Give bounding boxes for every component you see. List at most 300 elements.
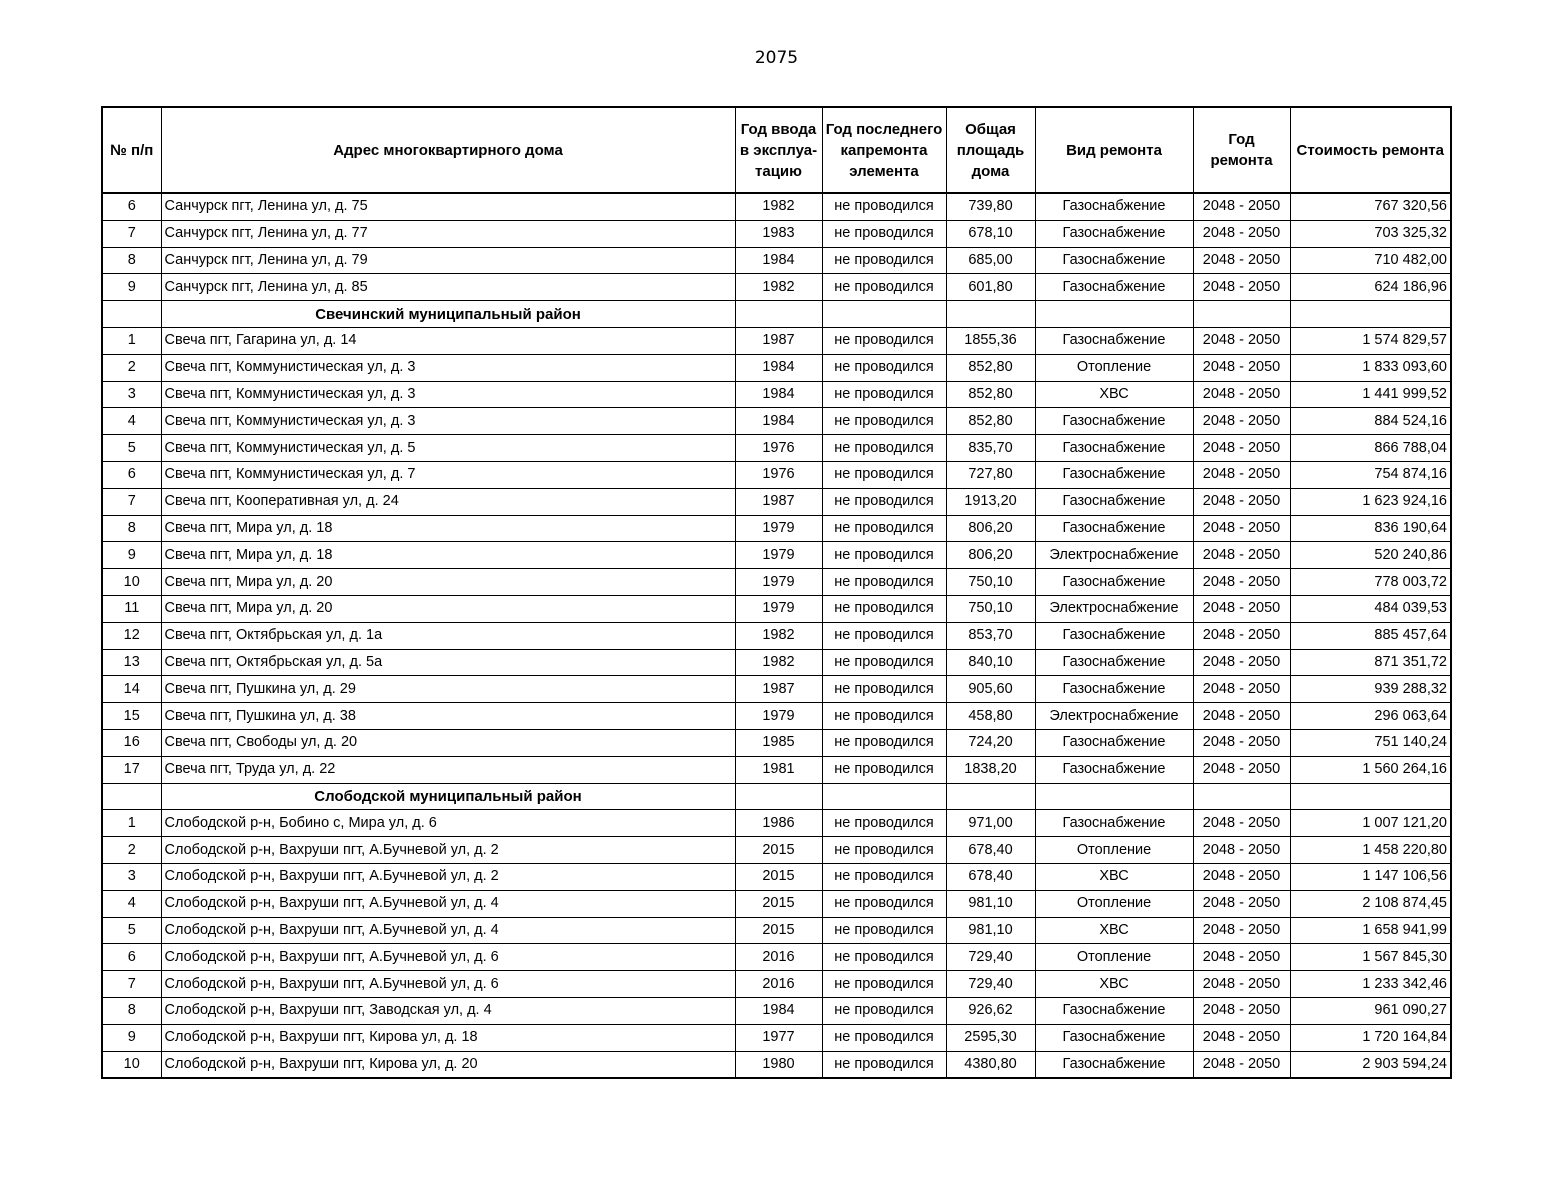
row-year-built: 2016 bbox=[735, 944, 822, 971]
row-address: Слободской р-н, Вахруши пгт, А.Бучневой ул, д. 4 bbox=[161, 917, 735, 944]
header-cost: Стоимость ремонта bbox=[1290, 107, 1451, 193]
row-last-repair: не проводился bbox=[822, 193, 946, 220]
row-area: 852,80 bbox=[946, 381, 1035, 408]
row-repair-type: ХВС bbox=[1035, 917, 1193, 944]
row-year-built: 1984 bbox=[735, 381, 822, 408]
row-address: Слободской р-н, Вахруши пгт, А.Бучневой ул, д. 4 bbox=[161, 890, 735, 917]
row-year-built: 2015 bbox=[735, 917, 822, 944]
row-address: Свеча пгт, Коммунистическая ул, д. 3 bbox=[161, 408, 735, 435]
table-row bbox=[102, 971, 1451, 998]
row-repair-year: 2048 - 2050 bbox=[1193, 676, 1290, 703]
row-area: 750,10 bbox=[946, 595, 1035, 622]
table-row bbox=[102, 890, 1451, 917]
row-area: 835,70 bbox=[946, 435, 1035, 462]
row-address: Свеча пгт, Труда ул, д. 22 bbox=[161, 756, 735, 783]
row-address: Свеча пгт, Коммунистическая ул, д. 3 bbox=[161, 381, 735, 408]
row-repair-type: Газоснабжение bbox=[1035, 997, 1193, 1024]
row-num: 8 bbox=[102, 247, 161, 274]
row-year-built: 1979 bbox=[735, 595, 822, 622]
row-num: 3 bbox=[102, 863, 161, 890]
row-last-repair: не проводился bbox=[822, 1051, 946, 1078]
row-last-repair: не проводился bbox=[822, 274, 946, 301]
row-cost: 1 720 164,84 bbox=[1290, 1024, 1451, 1051]
row-num: 7 bbox=[102, 220, 161, 247]
row-cost: 885 457,64 bbox=[1290, 622, 1451, 649]
row-address: Слободской р-н, Вахруши пгт, А.Бучневой ул, д. 6 bbox=[161, 944, 735, 971]
row-area: 729,40 bbox=[946, 971, 1035, 998]
row-repair-type: Газоснабжение bbox=[1035, 1051, 1193, 1078]
row-last-repair: не проводился bbox=[822, 435, 946, 462]
row-year-built: 1979 bbox=[735, 515, 822, 542]
row-cost: 1 458 220,80 bbox=[1290, 837, 1451, 864]
row-num: 15 bbox=[102, 703, 161, 730]
row-cost: 1 007 121,20 bbox=[1290, 810, 1451, 837]
row-repair-year: 2048 - 2050 bbox=[1193, 649, 1290, 676]
row-area: 840,10 bbox=[946, 649, 1035, 676]
row-cost: 1 833 093,60 bbox=[1290, 354, 1451, 381]
row-last-repair: не проводился bbox=[822, 917, 946, 944]
section-empty-cell bbox=[1290, 301, 1451, 328]
table-row bbox=[102, 515, 1451, 542]
row-year-built: 1987 bbox=[735, 327, 822, 354]
row-num: 10 bbox=[102, 1051, 161, 1078]
section-empty-cell bbox=[822, 301, 946, 328]
row-area: 981,10 bbox=[946, 917, 1035, 944]
row-last-repair: не проводился bbox=[822, 247, 946, 274]
row-last-repair: не проводился bbox=[822, 1024, 946, 1051]
row-year-built: 1982 bbox=[735, 622, 822, 649]
row-num: 10 bbox=[102, 569, 161, 596]
header-year-built: Год ввода в эксплуа-тацию bbox=[735, 107, 822, 193]
row-last-repair: не проводился bbox=[822, 220, 946, 247]
row-repair-year: 2048 - 2050 bbox=[1193, 274, 1290, 301]
row-address: Свеча пгт, Октябрьская ул, д. 5а bbox=[161, 649, 735, 676]
row-area: 806,20 bbox=[946, 542, 1035, 569]
row-area: 678,40 bbox=[946, 837, 1035, 864]
header-last-repair: Год последнего капремонта элемента bbox=[822, 107, 946, 193]
row-num: 4 bbox=[102, 890, 161, 917]
row-year-built: 1984 bbox=[735, 354, 822, 381]
table-row bbox=[102, 354, 1451, 381]
row-address: Свеча пгт, Пушкина ул, д. 38 bbox=[161, 703, 735, 730]
row-address: Свеча пгт, Мира ул, д. 20 bbox=[161, 595, 735, 622]
row-repair-type: Газоснабжение bbox=[1035, 515, 1193, 542]
row-repair-type: Газоснабжение bbox=[1035, 274, 1193, 301]
row-area: 4380,80 bbox=[946, 1051, 1035, 1078]
row-cost: 1 560 264,16 bbox=[1290, 756, 1451, 783]
row-repair-type: ХВС bbox=[1035, 381, 1193, 408]
row-repair-year: 2048 - 2050 bbox=[1193, 810, 1290, 837]
row-repair-type: Газоснабжение bbox=[1035, 676, 1193, 703]
table-row bbox=[102, 997, 1451, 1024]
row-cost: 836 190,64 bbox=[1290, 515, 1451, 542]
row-num: 2 bbox=[102, 837, 161, 864]
row-repair-year: 2048 - 2050 bbox=[1193, 488, 1290, 515]
row-repair-type: Газоснабжение bbox=[1035, 1024, 1193, 1051]
table-row bbox=[102, 810, 1451, 837]
row-area: 458,80 bbox=[946, 703, 1035, 730]
row-year-built: 2016 bbox=[735, 971, 822, 998]
row-cost: 520 240,86 bbox=[1290, 542, 1451, 569]
table-row bbox=[102, 676, 1451, 703]
row-cost: 866 788,04 bbox=[1290, 435, 1451, 462]
table-row bbox=[102, 381, 1451, 408]
row-repair-type: Газоснабжение bbox=[1035, 810, 1193, 837]
row-num: 17 bbox=[102, 756, 161, 783]
row-last-repair: не проводился bbox=[822, 595, 946, 622]
row-address: Свеча пгт, Мира ул, д. 20 bbox=[161, 569, 735, 596]
row-num: 9 bbox=[102, 542, 161, 569]
row-repair-type: Газоснабжение bbox=[1035, 649, 1193, 676]
row-last-repair: не проводился bbox=[822, 515, 946, 542]
row-num: 6 bbox=[102, 461, 161, 488]
row-area: 727,80 bbox=[946, 461, 1035, 488]
row-address: Санчурск пгт, Ленина ул, д. 77 bbox=[161, 220, 735, 247]
row-address: Свеча пгт, Мира ул, д. 18 bbox=[161, 515, 735, 542]
row-last-repair: не проводился bbox=[822, 837, 946, 864]
row-repair-year: 2048 - 2050 bbox=[1193, 595, 1290, 622]
row-repair-year: 2048 - 2050 bbox=[1193, 381, 1290, 408]
table-header-row bbox=[102, 107, 1451, 193]
table-row bbox=[102, 622, 1451, 649]
row-year-built: 1979 bbox=[735, 703, 822, 730]
table-row bbox=[102, 461, 1451, 488]
row-year-built: 1980 bbox=[735, 1051, 822, 1078]
row-year-built: 1984 bbox=[735, 247, 822, 274]
row-last-repair: не проводился bbox=[822, 622, 946, 649]
section-empty-cell bbox=[1035, 301, 1193, 328]
table-row bbox=[102, 649, 1451, 676]
table-row bbox=[102, 944, 1451, 971]
row-num: 1 bbox=[102, 810, 161, 837]
row-num: 3 bbox=[102, 381, 161, 408]
row-repair-year: 2048 - 2050 bbox=[1193, 1024, 1290, 1051]
table-row bbox=[102, 703, 1451, 730]
row-area: 905,60 bbox=[946, 676, 1035, 703]
row-area: 806,20 bbox=[946, 515, 1035, 542]
row-area: 981,10 bbox=[946, 890, 1035, 917]
row-repair-type: Отопление bbox=[1035, 890, 1193, 917]
table-row bbox=[102, 435, 1451, 462]
row-year-built: 1982 bbox=[735, 274, 822, 301]
table-body bbox=[102, 193, 1451, 1078]
row-area: 1838,20 bbox=[946, 756, 1035, 783]
row-last-repair: не проводился bbox=[822, 542, 946, 569]
row-last-repair: не проводился bbox=[822, 488, 946, 515]
row-address: Свеча пгт, Коммунистическая ул, д. 7 bbox=[161, 461, 735, 488]
row-num: 2 bbox=[102, 354, 161, 381]
row-area: 1855,36 bbox=[946, 327, 1035, 354]
row-cost: 2 108 874,45 bbox=[1290, 890, 1451, 917]
row-repair-year: 2048 - 2050 bbox=[1193, 193, 1290, 220]
row-repair-year: 2048 - 2050 bbox=[1193, 971, 1290, 998]
table-row bbox=[102, 917, 1451, 944]
row-repair-type: Газоснабжение bbox=[1035, 408, 1193, 435]
row-area: 678,10 bbox=[946, 220, 1035, 247]
section-empty-cell bbox=[1193, 783, 1290, 810]
row-num: 14 bbox=[102, 676, 161, 703]
row-repair-year: 2048 - 2050 bbox=[1193, 837, 1290, 864]
row-address: Санчурск пгт, Ленина ул, д. 79 bbox=[161, 247, 735, 274]
row-cost: 2 903 594,24 bbox=[1290, 1051, 1451, 1078]
row-last-repair: не проводился bbox=[822, 649, 946, 676]
row-address: Свеча пгт, Кооперативная ул, д. 24 bbox=[161, 488, 735, 515]
row-repair-type: Газоснабжение bbox=[1035, 327, 1193, 354]
row-repair-type: Отопление bbox=[1035, 837, 1193, 864]
row-last-repair: не проводился bbox=[822, 381, 946, 408]
row-area: 1913,20 bbox=[946, 488, 1035, 515]
row-address: Санчурск пгт, Ленина ул, д. 85 bbox=[161, 274, 735, 301]
row-year-built: 1986 bbox=[735, 810, 822, 837]
row-num: 9 bbox=[102, 1024, 161, 1051]
row-area: 739,80 bbox=[946, 193, 1035, 220]
row-year-built: 1979 bbox=[735, 542, 822, 569]
row-address: Свеча пгт, Октябрьская ул, д. 1а bbox=[161, 622, 735, 649]
row-repair-year: 2048 - 2050 bbox=[1193, 408, 1290, 435]
row-address: Свеча пгт, Пушкина ул, д. 29 bbox=[161, 676, 735, 703]
row-address: Санчурск пгт, Ленина ул, д. 75 bbox=[161, 193, 735, 220]
table-row bbox=[102, 274, 1451, 301]
row-repair-year: 2048 - 2050 bbox=[1193, 220, 1290, 247]
row-year-built: 1987 bbox=[735, 676, 822, 703]
row-repair-year: 2048 - 2050 bbox=[1193, 622, 1290, 649]
row-last-repair: не проводился bbox=[822, 756, 946, 783]
row-num: 5 bbox=[102, 917, 161, 944]
row-repair-year: 2048 - 2050 bbox=[1193, 461, 1290, 488]
row-address: Слободской р-н, Бобино с, Мира ул, д. 6 bbox=[161, 810, 735, 837]
table-row bbox=[102, 327, 1451, 354]
row-year-built: 2015 bbox=[735, 863, 822, 890]
row-area: 724,20 bbox=[946, 729, 1035, 756]
row-repair-type: Газоснабжение bbox=[1035, 488, 1193, 515]
row-repair-type: Газоснабжение bbox=[1035, 622, 1193, 649]
row-year-built: 1981 bbox=[735, 756, 822, 783]
row-last-repair: не проводился bbox=[822, 971, 946, 998]
row-cost: 778 003,72 bbox=[1290, 569, 1451, 596]
repair-table bbox=[101, 106, 1452, 1079]
row-repair-year: 2048 - 2050 bbox=[1193, 542, 1290, 569]
row-repair-type: Газоснабжение bbox=[1035, 435, 1193, 462]
row-num: 4 bbox=[102, 408, 161, 435]
row-address: Слободской р-н, Вахруши пгт, А.Бучневой ул, д. 2 bbox=[161, 863, 735, 890]
row-area: 729,40 bbox=[946, 944, 1035, 971]
page-number: 2075 bbox=[754, 48, 799, 68]
row-address: Свеча пгт, Гагарина ул, д. 14 bbox=[161, 327, 735, 354]
row-area: 2595,30 bbox=[946, 1024, 1035, 1051]
section-row bbox=[102, 783, 1451, 810]
row-repair-type: Отопление bbox=[1035, 944, 1193, 971]
row-repair-type: Газоснабжение bbox=[1035, 220, 1193, 247]
row-repair-year: 2048 - 2050 bbox=[1193, 997, 1290, 1024]
row-repair-year: 2048 - 2050 bbox=[1193, 917, 1290, 944]
row-cost: 754 874,16 bbox=[1290, 461, 1451, 488]
row-cost: 703 325,32 bbox=[1290, 220, 1451, 247]
table-row bbox=[102, 837, 1451, 864]
table-row bbox=[102, 220, 1451, 247]
row-address: Слободской р-н, Вахруши пгт, Кирова ул, д. 18 bbox=[161, 1024, 735, 1051]
row-repair-year: 2048 - 2050 bbox=[1193, 354, 1290, 381]
row-repair-year: 2048 - 2050 bbox=[1193, 1051, 1290, 1078]
row-repair-year: 2048 - 2050 bbox=[1193, 515, 1290, 542]
row-repair-type: Электроснабжение bbox=[1035, 595, 1193, 622]
row-area: 852,80 bbox=[946, 354, 1035, 381]
row-repair-type: Электроснабжение bbox=[1035, 542, 1193, 569]
table-row bbox=[102, 408, 1451, 435]
row-address: Свеча пгт, Мира ул, д. 18 bbox=[161, 542, 735, 569]
row-num: 7 bbox=[102, 971, 161, 998]
row-last-repair: не проводился bbox=[822, 810, 946, 837]
row-address: Слободской р-н, Вахруши пгт, А.Бучневой ул, д. 6 bbox=[161, 971, 735, 998]
row-address: Слободской р-н, Вахруши пгт, А.Бучневой ул, д. 2 bbox=[161, 837, 735, 864]
row-num: 6 bbox=[102, 193, 161, 220]
row-year-built: 1985 bbox=[735, 729, 822, 756]
row-year-built: 1982 bbox=[735, 193, 822, 220]
row-last-repair: не проводился bbox=[822, 461, 946, 488]
row-year-built: 1982 bbox=[735, 649, 822, 676]
section-empty-cell bbox=[102, 783, 161, 810]
row-cost: 1 147 106,56 bbox=[1290, 863, 1451, 890]
row-cost: 1 574 829,57 bbox=[1290, 327, 1451, 354]
table-row bbox=[102, 863, 1451, 890]
row-year-built: 1983 bbox=[735, 220, 822, 247]
section-empty-cell bbox=[735, 783, 822, 810]
row-cost: 884 524,16 bbox=[1290, 408, 1451, 435]
header-repair-type: Вид ремонта bbox=[1035, 107, 1193, 193]
section-empty-cell bbox=[735, 301, 822, 328]
row-year-built: 2015 bbox=[735, 837, 822, 864]
header-address: Адрес многоквартирного дома bbox=[161, 107, 735, 193]
row-repair-type: Газоснабжение bbox=[1035, 461, 1193, 488]
row-year-built: 1987 bbox=[735, 488, 822, 515]
header-num: № п/п bbox=[102, 107, 161, 193]
section-empty-cell bbox=[102, 301, 161, 328]
row-year-built: 1977 bbox=[735, 1024, 822, 1051]
table-row bbox=[102, 193, 1451, 220]
row-repair-type: Газоснабжение bbox=[1035, 193, 1193, 220]
row-cost: 751 140,24 bbox=[1290, 729, 1451, 756]
row-num: 13 bbox=[102, 649, 161, 676]
row-num: 8 bbox=[102, 515, 161, 542]
row-area: 601,80 bbox=[946, 274, 1035, 301]
row-num: 8 bbox=[102, 997, 161, 1024]
table-row bbox=[102, 729, 1451, 756]
row-cost: 767 320,56 bbox=[1290, 193, 1451, 220]
section-empty-cell bbox=[946, 301, 1035, 328]
header-repair-year: Год ремонта bbox=[1193, 107, 1290, 193]
row-year-built: 1976 bbox=[735, 435, 822, 462]
row-num: 5 bbox=[102, 435, 161, 462]
row-area: 971,00 bbox=[946, 810, 1035, 837]
row-cost: 961 090,27 bbox=[1290, 997, 1451, 1024]
row-last-repair: не проводился bbox=[822, 997, 946, 1024]
row-last-repair: не проводился bbox=[822, 327, 946, 354]
row-repair-type: Газоснабжение bbox=[1035, 247, 1193, 274]
row-last-repair: не проводился bbox=[822, 944, 946, 971]
section-empty-cell bbox=[1290, 783, 1451, 810]
row-num: 11 bbox=[102, 595, 161, 622]
row-area: 852,80 bbox=[946, 408, 1035, 435]
row-year-built: 1984 bbox=[735, 997, 822, 1024]
row-cost: 296 063,64 bbox=[1290, 703, 1451, 730]
row-year-built: 1984 bbox=[735, 408, 822, 435]
section-empty-cell bbox=[946, 783, 1035, 810]
row-repair-year: 2048 - 2050 bbox=[1193, 944, 1290, 971]
row-repair-type: Газоснабжение bbox=[1035, 729, 1193, 756]
row-cost: 1 623 924,16 bbox=[1290, 488, 1451, 515]
row-year-built: 2015 bbox=[735, 890, 822, 917]
row-repair-year: 2048 - 2050 bbox=[1193, 247, 1290, 274]
row-repair-type: Отопление bbox=[1035, 354, 1193, 381]
row-cost: 1 233 342,46 bbox=[1290, 971, 1451, 998]
row-repair-type: Газоснабжение bbox=[1035, 756, 1193, 783]
row-num: 9 bbox=[102, 274, 161, 301]
section-row bbox=[102, 301, 1451, 328]
row-repair-year: 2048 - 2050 bbox=[1193, 890, 1290, 917]
row-cost: 871 351,72 bbox=[1290, 649, 1451, 676]
row-repair-year: 2048 - 2050 bbox=[1193, 756, 1290, 783]
row-repair-type: ХВС bbox=[1035, 971, 1193, 998]
row-num: 6 bbox=[102, 944, 161, 971]
row-cost: 1 441 999,52 bbox=[1290, 381, 1451, 408]
row-repair-type: ХВС bbox=[1035, 863, 1193, 890]
table-row bbox=[102, 542, 1451, 569]
row-last-repair: не проводился bbox=[822, 569, 946, 596]
row-repair-year: 2048 - 2050 bbox=[1193, 863, 1290, 890]
row-num: 7 bbox=[102, 488, 161, 515]
section-title: Слободской муниципальный район bbox=[161, 783, 735, 810]
row-repair-year: 2048 - 2050 bbox=[1193, 569, 1290, 596]
row-address: Свеча пгт, Коммунистическая ул, д. 5 bbox=[161, 435, 735, 462]
row-area: 853,70 bbox=[946, 622, 1035, 649]
table-row bbox=[102, 595, 1451, 622]
table-row bbox=[102, 488, 1451, 515]
row-last-repair: не проводился bbox=[822, 863, 946, 890]
row-last-repair: не проводился bbox=[822, 408, 946, 435]
table-row bbox=[102, 569, 1451, 596]
row-last-repair: не проводился bbox=[822, 676, 946, 703]
row-cost: 624 186,96 bbox=[1290, 274, 1451, 301]
row-num: 1 bbox=[102, 327, 161, 354]
row-cost: 939 288,32 bbox=[1290, 676, 1451, 703]
row-repair-type: Газоснабжение bbox=[1035, 569, 1193, 596]
row-repair-type: Электроснабжение bbox=[1035, 703, 1193, 730]
header-area: Общая площадь дома bbox=[946, 107, 1035, 193]
row-area: 750,10 bbox=[946, 569, 1035, 596]
row-repair-year: 2048 - 2050 bbox=[1193, 729, 1290, 756]
row-last-repair: не проводился bbox=[822, 890, 946, 917]
section-empty-cell bbox=[822, 783, 946, 810]
row-area: 685,00 bbox=[946, 247, 1035, 274]
row-address: Свеча пгт, Коммунистическая ул, д. 3 bbox=[161, 354, 735, 381]
table-row bbox=[102, 1024, 1451, 1051]
row-address: Слободской р-н, Вахруши пгт, Кирова ул, д. 20 bbox=[161, 1051, 735, 1078]
row-year-built: 1979 bbox=[735, 569, 822, 596]
section-empty-cell bbox=[1035, 783, 1193, 810]
row-last-repair: не проводился bbox=[822, 703, 946, 730]
row-repair-year: 2048 - 2050 bbox=[1193, 703, 1290, 730]
row-last-repair: не проводился bbox=[822, 354, 946, 381]
row-address: Свеча пгт, Свободы ул, д. 20 bbox=[161, 729, 735, 756]
row-cost: 1 658 941,99 bbox=[1290, 917, 1451, 944]
row-cost: 1 567 845,30 bbox=[1290, 944, 1451, 971]
row-last-repair: не проводился bbox=[822, 729, 946, 756]
row-num: 16 bbox=[102, 729, 161, 756]
section-title: Свечинский муниципальный район bbox=[161, 301, 735, 328]
row-area: 926,62 bbox=[946, 997, 1035, 1024]
row-year-built: 1976 bbox=[735, 461, 822, 488]
row-address: Слободской р-н, Вахруши пгт, Заводская ул, д. 4 bbox=[161, 997, 735, 1024]
row-repair-year: 2048 - 2050 bbox=[1193, 435, 1290, 462]
